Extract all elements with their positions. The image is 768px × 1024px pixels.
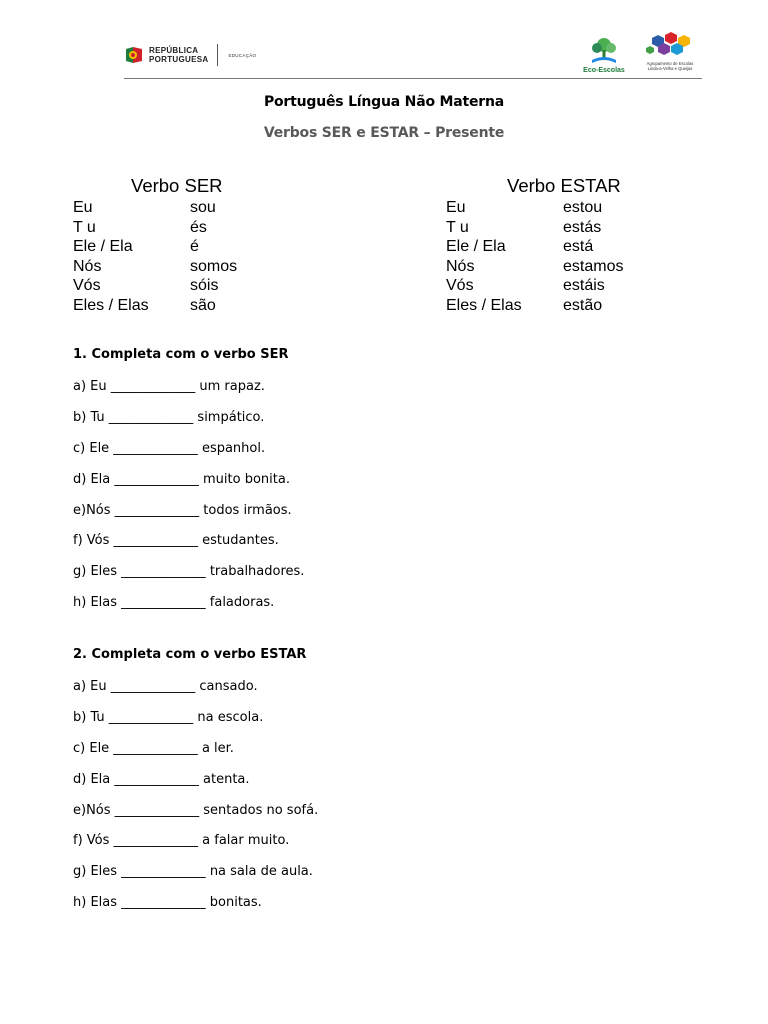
verb-form: estamos [563,257,624,275]
exercise-item: c) Ele _____________ a ler. [73,740,234,756]
eco-escolas-logo: Eco-Escolas [583,36,625,74]
ser-heading: Verbo SER [131,175,223,196]
pronoun: Eles / Elas [73,296,149,314]
exercise-1-title: 1. Completa com o verbo SER [73,347,289,362]
pronoun: Vós [73,277,101,295]
exercise-1-list [73,377,304,624]
exercise-item: h) Elas _____________ faladoras. [73,595,275,611]
estar-conjugation-table [446,198,623,316]
exercise-item: f) Vós _____________ a falar muito. [73,833,290,849]
conjugation-row [73,237,237,257]
exercise-item: g) Eles _____________ trabalhadores. [73,564,305,580]
agrupamento-logo [640,32,700,71]
exercise-item: a) Eu _____________ cansado. [73,679,258,694]
republica-portuguesa-logo [124,44,256,66]
exercise-2-list [73,677,318,924]
estar-heading: Verbo ESTAR [507,175,621,196]
exercise-item: d) Ela _____________ muito bonita. [73,471,290,487]
verb-form: estou [563,199,603,216]
verb-form: são [190,296,216,314]
page-title: Português Língua Não Materna [263,94,505,110]
verb-form: estão [563,296,603,314]
conjugation-row [73,276,237,296]
verb-form: sóis [190,277,219,295]
portugal-emblem-icon [124,45,144,65]
pronoun: Ele / Ela [73,238,133,256]
agrupamento-text: Agrupamento de Escolas Linda-a-Velha e Queijas [646,61,694,71]
educacao-label: EDUCAÇÃO [228,52,257,58]
pronoun: Eu [446,199,466,216]
exercise-item: e)Nós _____________ todos irmãos. [73,502,292,518]
ser-conjugation-table [73,198,237,316]
page-header [0,0,768,82]
exercise-2-title: 2. Completa com o verbo ESTAR [73,647,307,662]
header-rule [124,78,702,79]
republica-text: REPÚBLICA PORTUGUESA [149,46,209,64]
exercise-item: e)Nós _____________ sentados no sofá. [73,802,319,818]
conjugation-row [446,218,623,238]
pronoun: Ele / Ela [446,238,506,256]
exercise-item: b) Tu _____________ na escola. [73,709,264,725]
exercise-item: c) Ele _____________ espanhol. [73,440,266,456]
conjugation-row [73,257,237,277]
hexagon-cluster-icon [644,32,696,60]
pronoun: Nós [446,257,475,275]
verb-form: és [190,218,207,236]
logo-separator [217,44,218,66]
verb-form: estás [563,218,602,236]
verb-form: está [563,238,594,256]
page-subtitle: Verbos SER e ESTAR – Presente [263,125,505,141]
pronoun: Vós [446,277,474,295]
pronoun: Eu [73,199,93,216]
conjugation-row [73,198,237,218]
conjugation-row [446,296,623,316]
verb-form: estáis [563,277,605,295]
pronoun: Eles / Elas [446,296,522,314]
conjugation-row [446,276,623,296]
conjugation-row [73,218,237,238]
exercise-item: f) Vós _____________ estudantes. [73,533,279,549]
verb-form: somos [190,257,238,275]
verb-form: sou [190,199,216,216]
exercise-item: a) Eu _____________ um rapaz. [73,379,265,394]
tree-icon [586,36,622,66]
pronoun: T u [446,218,469,236]
exercise-item: g) Eles _____________ na sala de aula. [73,864,313,880]
pronoun: Nós [73,257,102,275]
pronoun: T u [73,218,96,236]
exercise-item: h) Elas _____________ bonitas. [73,895,262,911]
exercise-item: d) Ela _____________ atenta. [73,771,250,787]
conjugation-row [446,198,623,218]
conjugation-row [446,257,623,277]
conjugation-row [73,296,237,316]
conjugation-row [446,237,623,257]
exercise-item: b) Tu _____________ simpático. [73,409,265,425]
verb-form: é [190,238,199,256]
